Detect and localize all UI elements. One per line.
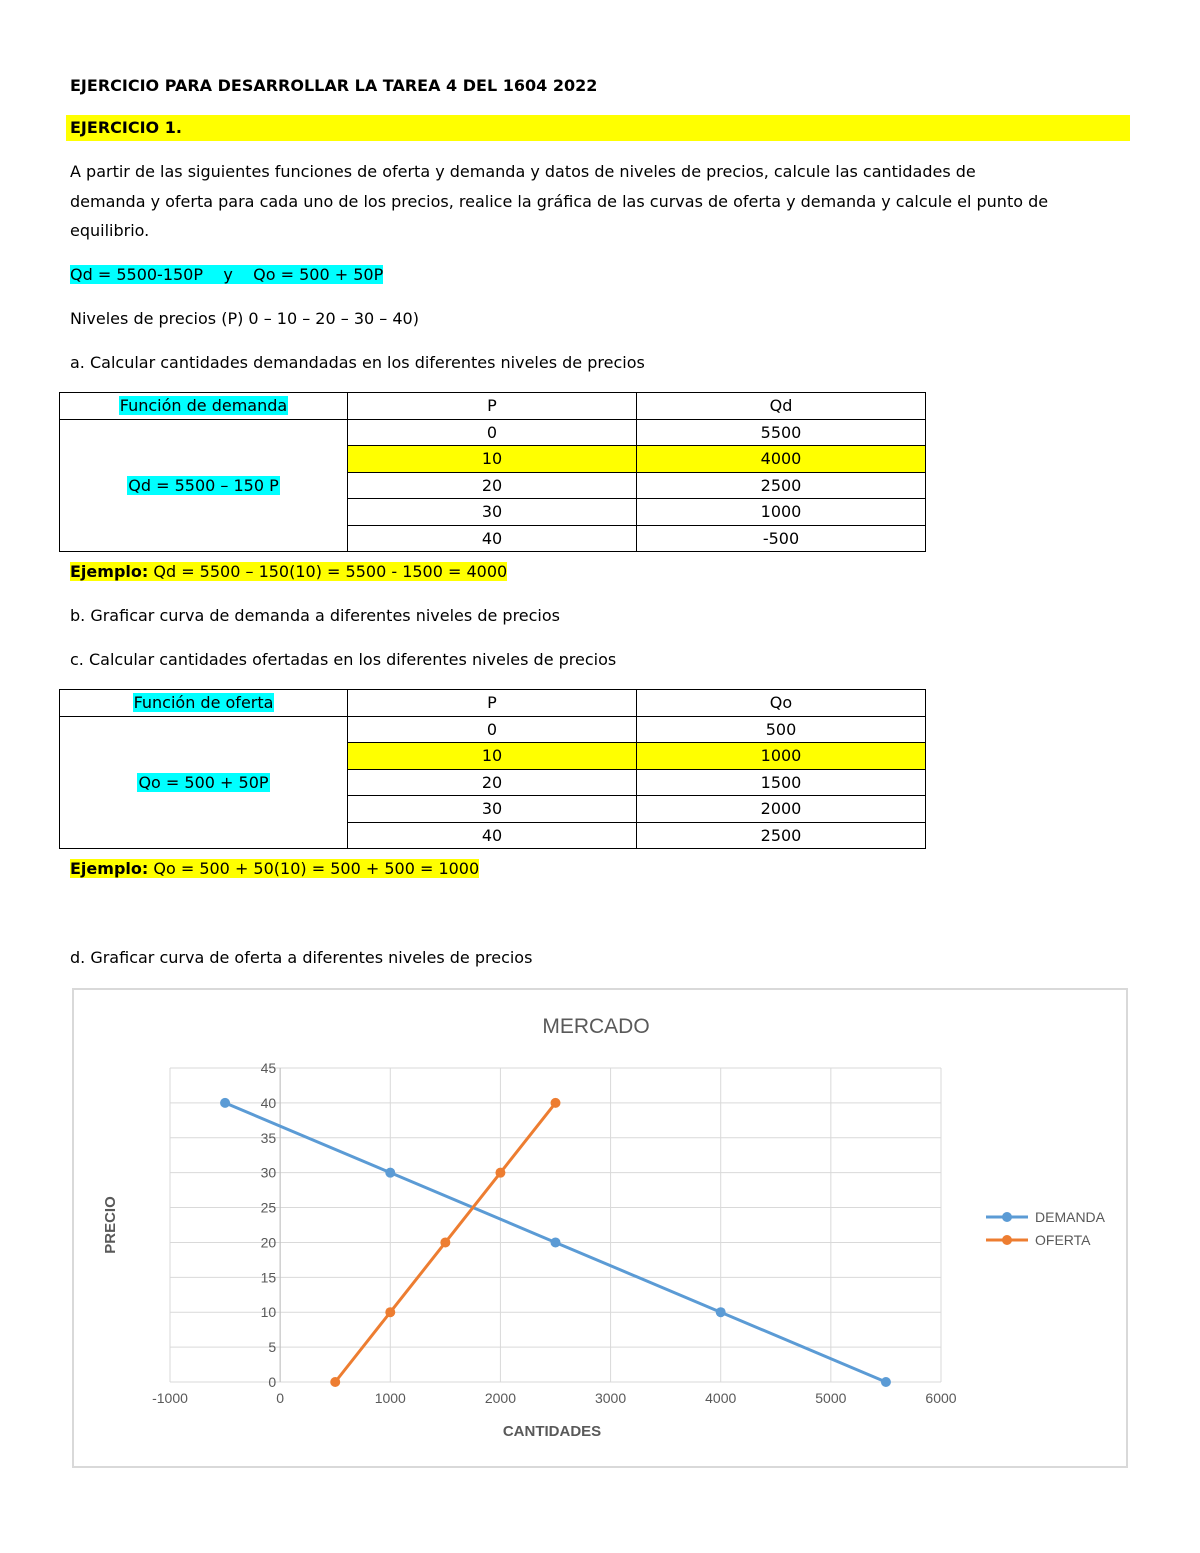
y-tick-label: 0	[268, 1374, 277, 1390]
data-point-oferta	[495, 1168, 505, 1178]
market-chart-svg	[74, 990, 1126, 1466]
supply-example-text: Qo = 500 + 50(10) = 500 + 500 = 1000	[148, 859, 480, 878]
data-point-demanda	[220, 1098, 230, 1108]
supply-row-p: 20	[348, 769, 637, 796]
demand-row-qd: 4000	[637, 446, 926, 473]
exercise-highlight-bar	[66, 115, 1130, 141]
x-tick-label: 4000	[705, 1390, 737, 1406]
market-chart	[72, 988, 1128, 1468]
demand-row-p: 40	[348, 525, 637, 552]
step-a: a. Calcular cantidades demandadas en los diferentes niveles de precios	[70, 353, 645, 372]
chart-title: MERCADO	[542, 1015, 650, 1038]
supply-row-p: 40	[348, 822, 637, 849]
price-levels: Niveles de precios (P) 0 – 10 – 20 – 30 – 40)	[70, 309, 419, 328]
supply-row-p: 10	[348, 743, 637, 770]
demand-row-p: 20	[348, 472, 637, 499]
legend-marker-demanda	[1002, 1212, 1012, 1222]
demand-example-text: Qd = 5500 – 150(10) = 5500 - 1500 = 4000	[148, 562, 508, 581]
step-d: d. Graficar curva de oferta a diferentes niveles de precios	[70, 948, 533, 967]
functions-formula: Qd = 5500-150P y Qo = 500 + 50P	[70, 265, 384, 284]
supply-row-qo: 500	[637, 716, 926, 743]
y-tick-label: 30	[260, 1164, 277, 1181]
document-title: EJERCICIO PARA DESARROLLAR LA TAREA 4 DEL 1604 2022	[70, 76, 598, 95]
legend-marker-oferta	[1002, 1235, 1012, 1245]
supply-table-header-p: P	[348, 690, 637, 717]
x-axis-label: CANTIDADES	[502, 1423, 602, 1440]
data-point-oferta	[385, 1307, 395, 1317]
supply-example-label: Ejemplo:	[70, 859, 149, 878]
data-point-oferta	[330, 1377, 340, 1387]
x-tick-label: -1000	[152, 1390, 188, 1406]
demand-row-qd: -500	[637, 525, 926, 552]
x-tick-label: 2000	[484, 1390, 517, 1406]
demand-example	[70, 562, 507, 581]
x-tick-label: 0	[276, 1390, 285, 1406]
x-tick-label: 5000	[815, 1390, 847, 1406]
demand-row-p: 0	[348, 419, 637, 446]
demand-row-qd: 1000	[637, 499, 926, 526]
intro-line-3: equilibrio.	[70, 221, 150, 240]
y-tick-label: 10	[260, 1304, 277, 1321]
supply-row-p: 0	[348, 716, 637, 743]
data-point-demanda	[551, 1237, 561, 1247]
data-point-oferta	[440, 1237, 450, 1247]
x-tick-label: 6000	[925, 1390, 957, 1406]
x-tick-label: 3000	[594, 1390, 627, 1406]
supply-row-qo: 2500	[637, 822, 926, 849]
supply-row-qo: 1500	[637, 769, 926, 796]
demand-table-header-qd: Qd	[637, 393, 926, 420]
supply-table-header-function: Función de oferta	[133, 693, 274, 713]
y-tick-label: 45	[260, 1060, 277, 1076]
step-c: c. Calcular cantidades ofertadas en los diferentes niveles de precios	[70, 650, 617, 669]
x-tick-label: 1000	[374, 1390, 406, 1406]
supply-row-qo: 2000	[637, 796, 926, 823]
y-tick-label: 35	[260, 1129, 277, 1146]
supply-row-p: 30	[348, 796, 637, 823]
demand-table-header-function: Función de demanda	[119, 396, 288, 416]
demand-table	[59, 392, 926, 552]
demand-example-label: Ejemplo:	[70, 562, 149, 581]
supply-table	[59, 689, 926, 849]
demand-function-label: Qd = 5500 – 150 P	[128, 475, 279, 495]
exercise-label: EJERCICIO 1.	[70, 118, 182, 137]
demand-row-qd: 2500	[637, 472, 926, 499]
y-axis-label: PRECIO	[102, 1196, 119, 1254]
demand-row-p: 10	[348, 446, 637, 473]
demand-table-header-p: P	[348, 393, 637, 420]
supply-example	[70, 859, 479, 878]
step-b: b. Graficar curva de demanda a diferentes niveles de precios	[70, 606, 560, 625]
data-point-oferta	[551, 1098, 561, 1108]
demand-row-qd: 5500	[637, 419, 926, 446]
y-tick-label: 40	[260, 1094, 277, 1111]
y-tick-label: 5	[268, 1339, 277, 1356]
intro-line-2: demanda y oferta para cada uno de los precios, realice la gráfica de las curvas de oferta y demanda y calcule el punto de	[70, 192, 1049, 211]
demand-row-p: 30	[348, 499, 637, 526]
y-tick-label: 15	[260, 1269, 277, 1286]
intro-line-1: A partir de las siguientes funciones de oferta y demanda y datos de niveles de precios, calcule las cantidades de	[70, 162, 976, 181]
legend-label-demanda: DEMANDA	[1035, 1209, 1106, 1225]
supply-row-qo: 1000	[637, 743, 926, 770]
supply-function-label: Qo = 500 + 50P	[138, 772, 269, 792]
y-tick-label: 20	[260, 1234, 277, 1251]
data-point-demanda	[881, 1377, 891, 1387]
supply-table-header-qo: Qo	[637, 690, 926, 717]
data-point-demanda	[716, 1307, 726, 1317]
legend-label-oferta: OFERTA	[1035, 1232, 1091, 1248]
data-point-demanda	[385, 1168, 395, 1178]
y-tick-label: 25	[260, 1199, 277, 1216]
